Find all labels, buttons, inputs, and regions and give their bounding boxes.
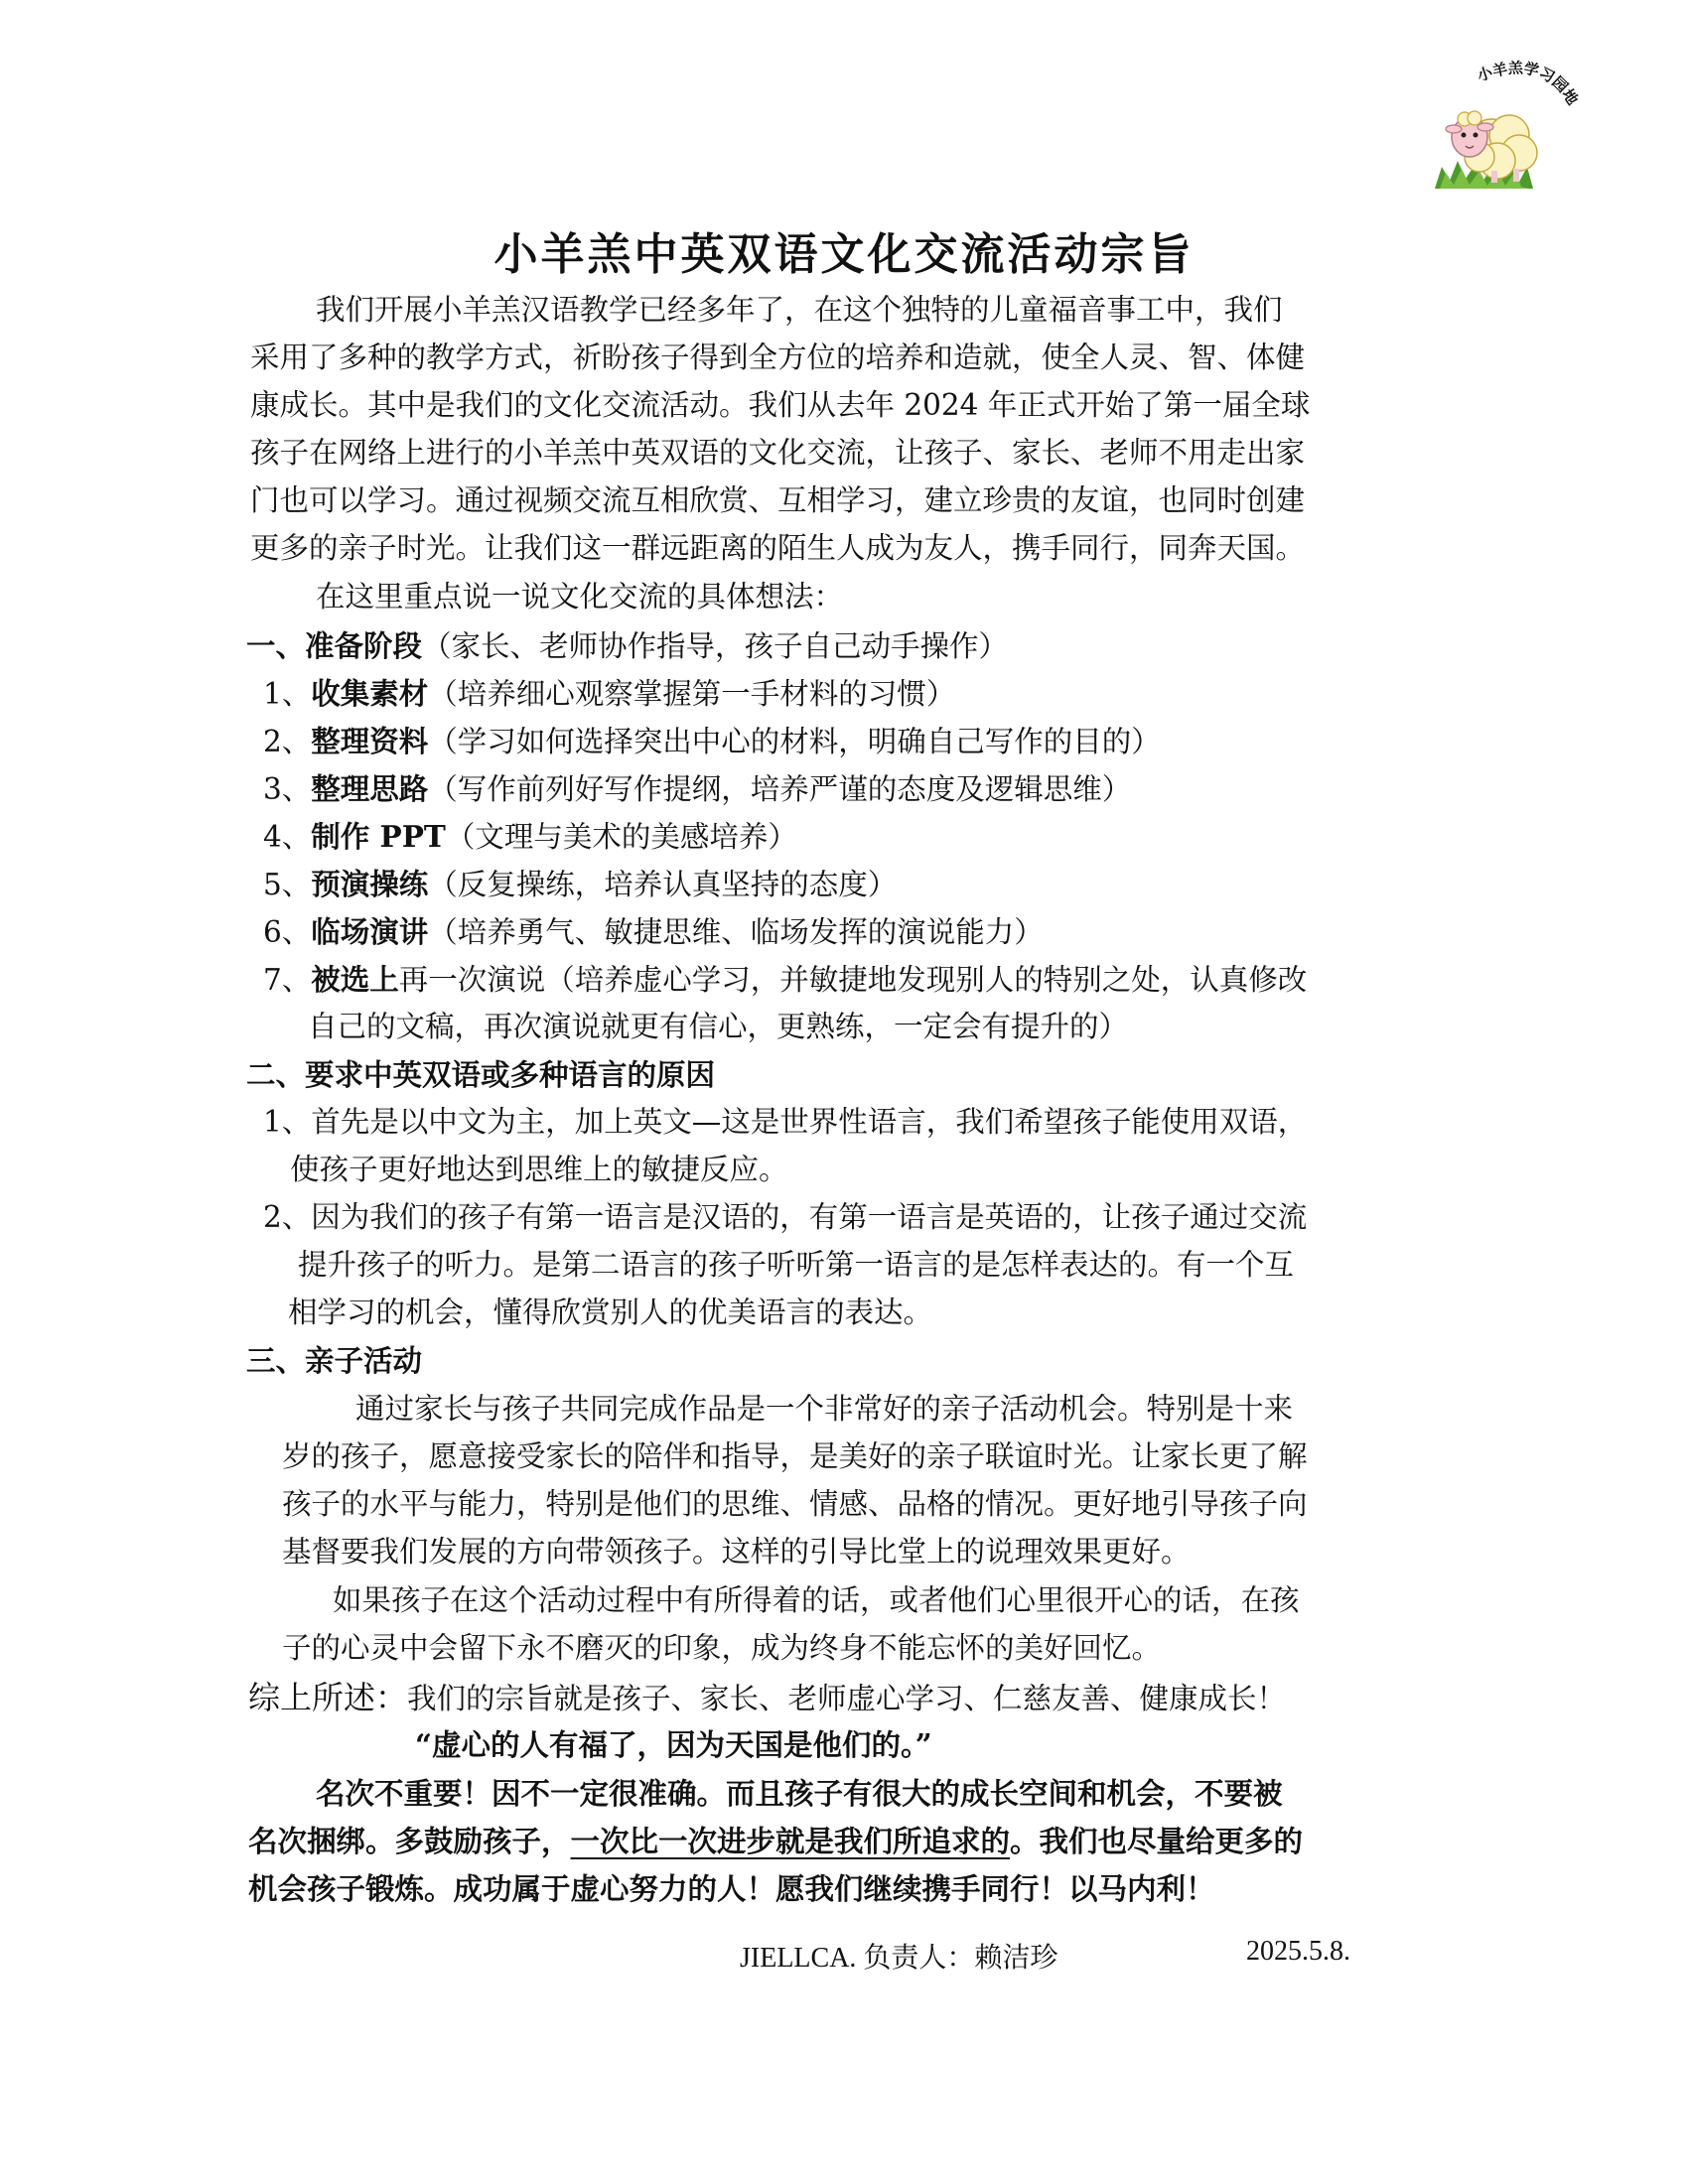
list-item (263, 771, 1132, 806)
item-label: 整理思路 (311, 771, 429, 806)
signature-org: JIELLCA. 负责人：赖洁珍 (740, 1943, 1058, 1974)
list-item: 1、首先是以中文为主，加上英文—这是世界性语言，我们希望孩子能使用双语， (263, 1105, 1308, 1139)
list-item-continued: 提升孩子的听力。是第二语言的孩子听听第一语言的是怎样表达的。有一个互 (298, 1248, 1295, 1282)
item-number: 7、 (263, 963, 312, 997)
intro-line: 在这里重点说一说文化交流的具体想法： (316, 580, 844, 614)
item-desc: （学习如何选择突出中心的材料，明确自己写作的目的） (428, 725, 1161, 758)
bible-quote: “虚心的人有福了，因为天国是他们的。” (415, 1727, 932, 1762)
logo-text: 小羊羔学习园地 (1475, 59, 1582, 108)
svg-text:小羊羔学习园地 (1476, 59, 1582, 107)
paragraph-line: 通过家长与孩子共同完成作品是一个非常好的亲子活动机会。特别是十来 (355, 1392, 1294, 1426)
intro-line: 更多的亲子时光。让我们这一群远距离的陌生人成为友人，携手同行，同奔天国。 (250, 531, 1306, 565)
underlined-text: 一次比一次进步就是我们所追求的 (570, 1824, 1011, 1858)
list-item (263, 676, 956, 711)
closing-text: 名次捆绑。多鼓励孩子， (248, 1824, 571, 1858)
item-desc: （反复操练，培养认真坚持的态度） (428, 868, 898, 901)
item-label: 制作 PPT (311, 819, 446, 854)
item-desc: （文理与美术的美感培养） (445, 820, 797, 854)
item-number: 3、 (263, 772, 312, 806)
section-1-heading (246, 628, 1009, 663)
closing-line: 名次不重要！因不一定很准确。而且孩子有很大的成长空间和机会，不要被 (316, 1776, 1283, 1811)
intro-line: 采用了多种的教学方式，祈盼孩子得到全方位的培养和造就，使全人灵、智、体健 (250, 341, 1306, 374)
summary-line (248, 1679, 1287, 1716)
item-label: 整理资料 (311, 724, 429, 758)
page-title: 小羊羔中英双语文化交流活动宗旨 (493, 229, 1195, 280)
section-3-heading: 三、亲子活动 (246, 1343, 423, 1378)
section-heading: 一、准备阶段 (246, 628, 423, 663)
signature-date: 2025.5.8. (1246, 1936, 1350, 1967)
list-item (263, 962, 1308, 997)
closing-line: 机会孩子锻炼。成功属于虚心努力的人！愿我们继续携手同行！以马内利！ (248, 1871, 1215, 1906)
list-item (263, 867, 898, 901)
section-note: （家长、老师协作指导，孩子自己动手操作） (422, 629, 1009, 663)
item-number: 6、 (263, 915, 312, 949)
item-label: 预演操练 (311, 867, 429, 901)
item-desc: （培养勇气、敏捷思维、临场发挥的演说能力） (428, 915, 1044, 949)
list-item (263, 914, 1044, 949)
paragraph-line: 岁的孩子，愿意接受家长的陪伴和指导，是美好的亲子联谊时光。让家长更了解 (282, 1439, 1308, 1473)
paragraph-line: 如果孩子在这个活动过程中有所得着的话，或者他们心里很开心的话，在孩 (333, 1583, 1300, 1617)
intro-line: 孩子在网络上进行的小羊羔中英双语的文化交流，让孩子、家长、老师不用走出家 (250, 436, 1306, 470)
list-item-continued: 使孩子更好地达到思维上的敏捷反应。 (290, 1153, 788, 1186)
paragraph-line: 基督要我们发展的方向带领孩子。这样的引导比堂上的说理效果更好。 (282, 1535, 1191, 1569)
item-number: 1、 (263, 677, 312, 711)
closing-line (248, 1824, 1304, 1858)
intro-line: 我们开展小羊羔汉语教学已经多年了，在这个独特的儿童福音事工中，我们 (316, 293, 1283, 327)
closing-text: 。我们也尽量给更多的 (1010, 1824, 1304, 1858)
lamb-logo (1410, 50, 1609, 199)
item-desc: 再一次演说（培养虚心学习，并敏捷地发现别人的特别之处，认真修改 (398, 963, 1308, 997)
item-number: 5、 (263, 868, 312, 901)
item-number: 4、 (263, 820, 312, 854)
item-label: 临场演讲 (311, 914, 429, 949)
item-number: 2、 (263, 725, 312, 758)
list-item-continued: 相学习的机会，懂得欣赏别人的优美语言的表达。 (288, 1296, 933, 1329)
paragraph-line: 子的心灵中会留下永不磨灭的印象，成为终身不能忘怀的美好回忆。 (282, 1631, 1162, 1665)
intro-line: 康成长。其中是我们的文化交流活动。我们从去年 2024 年正式开始了第一届全球 (250, 388, 1311, 422)
list-item: 2、因为我们的孩子有第一语言是汉语的，有第一语言是英语的，让孩子通过交流 (263, 1200, 1308, 1234)
paragraph-line: 孩子的水平与能力，特别是他们的思维、情感、品格的情况。更好地引导孩子向 (282, 1487, 1308, 1521)
list-item-continued: 自己的文稿，再次演说就更有信心，更熟练，一定会有提升的） (308, 1010, 1129, 1043)
summary-text: 我们的宗旨就是孩子、家长、老师虚心学习、仁慈友善、健康成长！ (407, 1682, 1287, 1715)
intro-line: 门也可以学习。通过视频交流互相欣赏、互相学习，建立珍贵的友谊，也同时创建 (250, 483, 1306, 517)
list-item (263, 724, 1161, 758)
section-2-heading: 二、要求中英双语或多种语言的原因 (246, 1057, 716, 1092)
summary-label: 综上所述： (248, 1679, 408, 1716)
item-label: 被选上 (311, 962, 399, 997)
item-label: 收集素材 (311, 676, 429, 711)
item-desc: （写作前列好写作提纲，培养严谨的态度及逻辑思维） (428, 772, 1132, 806)
list-item (263, 819, 797, 854)
item-desc: （培养细心观察掌握第一手材料的习惯） (428, 677, 956, 711)
